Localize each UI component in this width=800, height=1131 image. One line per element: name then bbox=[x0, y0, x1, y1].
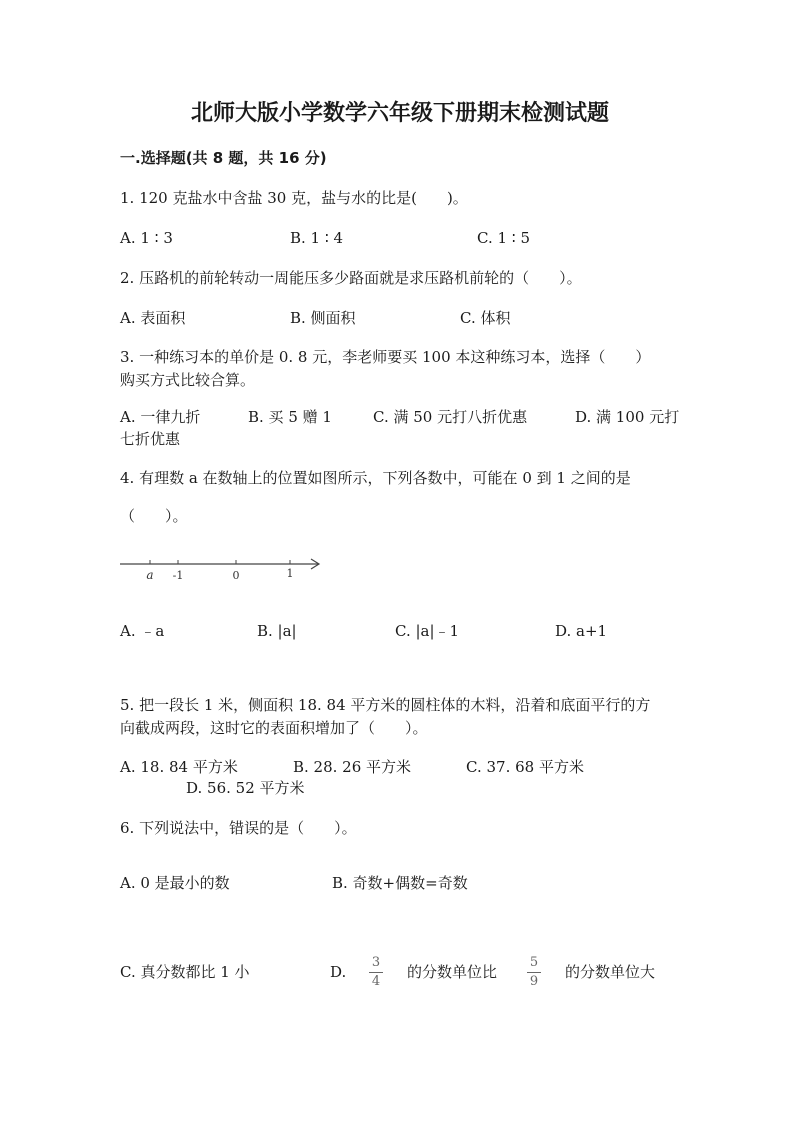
question-1-option-a: A. 1 ∶ 3 bbox=[120, 229, 173, 247]
number-line-label-0: 0 bbox=[232, 569, 240, 582]
fraction-2-bar bbox=[527, 972, 541, 973]
question-6-option-d-suffix: 的分数单位大 bbox=[565, 963, 656, 981]
fraction-1-denominator: 4 bbox=[371, 974, 381, 989]
question-3-option-d-line2: 七折优惠 bbox=[120, 430, 181, 448]
question-3-option-b: B. 买 5 赠 1 bbox=[248, 408, 332, 426]
section-heading: 一.选择题(共 8 题，共 16 分) bbox=[120, 149, 327, 167]
question-4-option-d: D. a+1 bbox=[555, 622, 608, 640]
question-5-stem-line1: 5. 把一段长 1 米，侧面积 18. 84 平方米的圆柱体的木料，沿着和底面平行的方 bbox=[120, 696, 651, 714]
fraction-1-bar bbox=[369, 972, 383, 973]
question-3-stem-line2: 购买方式比较合算。 bbox=[120, 371, 256, 389]
number-line-point-label: a bbox=[146, 568, 154, 582]
question-5-option-d: D. 56. 52 平方米 bbox=[186, 779, 305, 797]
question-4-stem-line2: （ ）。 bbox=[120, 507, 188, 525]
question-1-option-b: B. 1 ∶ 4 bbox=[290, 229, 344, 247]
question-5-stem-line2: 向截成两段，这时它的表面积增加了（ ）。 bbox=[120, 719, 428, 737]
number-line-label-minus1: -1 bbox=[172, 569, 184, 582]
question-6-option-d-middle: 的分数单位比 bbox=[407, 963, 498, 981]
question-6-option-a: A. 0 是最小的数 bbox=[120, 874, 230, 892]
question-5-option-a: A. 18. 84 平方米 bbox=[120, 758, 238, 776]
question-4-option-b: B. |a| bbox=[257, 622, 297, 640]
question-2-option-b: B. 侧面积 bbox=[290, 309, 356, 327]
question-2-stem: 2. 压路机的前轮转动一周能压多少路面就是求压路机前轮的（ ）。 bbox=[120, 269, 582, 287]
question-5-option-c: C. 37. 68 平方米 bbox=[466, 758, 584, 776]
question-3-stem-line1: 3. 一种练习本的单价是 0. 8 元，李老师要买 100 本这种练习本，选择（ ） bbox=[120, 348, 651, 366]
question-3-option-d-line1: D. 满 100 元打 bbox=[575, 408, 680, 426]
question-1-stem: 1. 120 克盐水中含盐 30 克，盐与水的比是( )。 bbox=[120, 189, 468, 207]
question-4-option-a: A. ﹣a bbox=[120, 622, 165, 640]
fraction-five-ninths bbox=[525, 956, 543, 989]
number-line-figure bbox=[115, 555, 335, 591]
fraction-1-numerator: 3 bbox=[371, 955, 381, 970]
page-title: 北师大版小学数学六年级下册期末检测试题 bbox=[190, 101, 609, 126]
fraction-three-fourths bbox=[367, 956, 385, 989]
question-1-option-c: C. 1 ∶ 5 bbox=[477, 229, 531, 247]
question-6-option-b: B. 奇数+偶数=奇数 bbox=[332, 874, 468, 892]
question-2-option-a: A. 表面积 bbox=[120, 309, 186, 327]
question-6-option-c: C. 真分数都比 1 小 bbox=[120, 963, 250, 981]
question-3-option-c: C. 满 50 元打八折优惠 bbox=[373, 408, 528, 426]
question-3-option-a: A. 一律九折 bbox=[120, 408, 201, 426]
question-5-option-b: B. 28. 26 平方米 bbox=[293, 758, 412, 776]
fraction-2-numerator: 5 bbox=[529, 955, 539, 970]
fraction-2-denominator: 9 bbox=[529, 974, 539, 989]
question-4-option-c: C. |a|﹣1 bbox=[395, 622, 460, 640]
question-6-option-d-label: D. bbox=[330, 963, 347, 981]
question-6-stem: 6. 下列说法中，错误的是（ ）。 bbox=[120, 819, 357, 837]
question-2-option-c: C. 体积 bbox=[460, 309, 511, 327]
number-line-label-1: 1 bbox=[286, 567, 294, 580]
question-4-stem-line1: 4. 有理数 a 在数轴上的位置如图所示，下列各数中，可能在 0 到 1 之间的是 bbox=[120, 469, 631, 487]
